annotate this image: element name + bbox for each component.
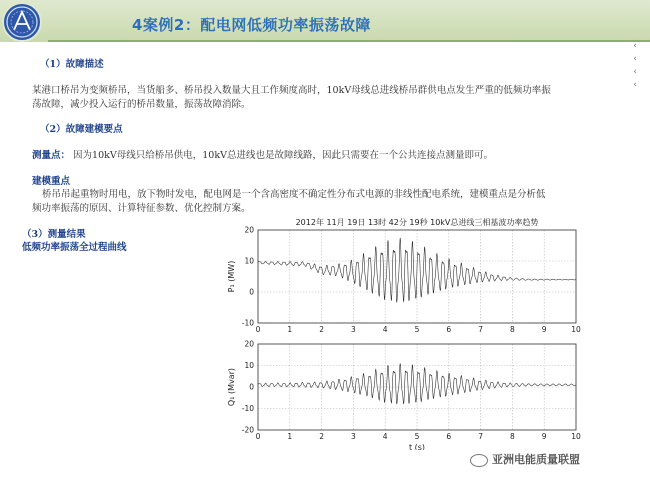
y-tick-label: 20 xyxy=(244,339,254,349)
y-tick-label: 20 xyxy=(244,225,254,235)
y-tick-label: -20 xyxy=(241,425,254,435)
section1-body xyxy=(32,84,622,112)
title-underline xyxy=(48,40,650,42)
slide-title: 4案例2：配电网低频功率振荡故障 xyxy=(132,16,371,34)
wechat-icon xyxy=(470,454,488,467)
chevron-left-icon[interactable]: ‹ xyxy=(633,41,637,51)
x-tick-label: 6 xyxy=(446,432,452,441)
section1-heading: （1）故障描述 xyxy=(40,59,104,70)
watermark-text: 亚洲电能质量联盟 xyxy=(492,453,580,466)
modeling-body xyxy=(32,188,632,216)
measure-point xyxy=(32,149,632,163)
section1-body-line: 某港口桥吊为变频桥吊，当货船多、桥吊投入数量大且工作频度高时，10kV母线总进线桥吊群供电点发生严重的低频功率振 xyxy=(32,85,551,96)
x-tick-label: 0 xyxy=(255,432,261,441)
section2-heading: （2）故障建模要点 xyxy=(40,124,123,135)
x-tick-label: 5 xyxy=(414,325,420,334)
chevron-left-icon[interactable]: ‹ xyxy=(633,54,637,64)
y-tick-label: 10 xyxy=(244,361,254,370)
y-axis-label: Q₁ (Mvar) xyxy=(227,367,236,407)
y-axis-label: P₁ (MW) xyxy=(227,260,236,293)
section1-body-line: 荡故障，减少投入运行的桥吊数量，振荡故障消除。 xyxy=(32,99,251,110)
x-tick-label: 8 xyxy=(510,432,515,441)
active-power-chart xyxy=(220,215,590,337)
x-tick-label: 3 xyxy=(351,325,356,334)
section3-heading: （3）测量结果 xyxy=(22,229,86,240)
x-tick-label: 9 xyxy=(541,432,547,441)
university-logo-icon xyxy=(2,2,42,42)
x-tick-label: 1 xyxy=(287,432,293,441)
y-tick-label: 0 xyxy=(249,287,254,297)
x-tick-label: 2 xyxy=(319,432,324,441)
chevron-left-icon[interactable]: ‹ xyxy=(633,67,637,77)
modeling-label: 建模重点 xyxy=(32,176,71,187)
y-tick-label: -10 xyxy=(241,318,254,328)
x-tick-label: 7 xyxy=(478,325,483,334)
section3-subheading: 低频功率振荡全过程曲线 xyxy=(22,242,127,253)
y-tick-label: 0 xyxy=(249,382,254,392)
chevron-left-icon[interactable]: ‹ xyxy=(633,80,637,90)
modeling-body-line: 桥吊吊起重物时用电，放下物时发电，配电网是一个含高密度不确定性分布式电源的非线性配电系统，建模重点是分析低 xyxy=(42,189,546,200)
x-axis-label: t (s) xyxy=(408,443,426,450)
y-tick-label: -10 xyxy=(241,404,254,413)
x-tick-label: 3 xyxy=(351,432,356,441)
x-tick-label: 6 xyxy=(446,325,452,334)
x-tick-label: 5 xyxy=(414,432,420,441)
x-tick-label: 10 xyxy=(571,325,581,334)
x-tick-label: 8 xyxy=(510,325,515,334)
reactive-power-chart xyxy=(220,338,590,450)
modeling-body-line: 频功率振荡的原因、计算特征参数、优化控制方案。 xyxy=(32,203,251,214)
x-tick-label: 7 xyxy=(478,432,483,441)
watermark xyxy=(470,451,580,467)
x-tick-label: 2 xyxy=(319,325,324,334)
measure-point-label: 测量点： xyxy=(32,150,71,161)
chart-title: 2012年 11月 19日 13时 42分 19秒 10kV总进线三相基波功率趋势 xyxy=(295,218,539,227)
measure-point-text: 因为10kV母线只给桥吊供电，10kV总进线也是故障线路，因此只需要在一个公共连接点测量即可。 xyxy=(73,150,493,161)
x-tick-label: 0 xyxy=(255,325,261,334)
x-tick-label: 10 xyxy=(571,432,581,441)
nav-chevrons[interactable] xyxy=(628,40,642,92)
x-tick-label: 4 xyxy=(382,432,388,441)
x-tick-label: 4 xyxy=(382,325,388,334)
x-tick-label: 1 xyxy=(287,325,293,334)
x-tick-label: 9 xyxy=(541,325,547,334)
y-tick-label: 10 xyxy=(244,256,254,266)
